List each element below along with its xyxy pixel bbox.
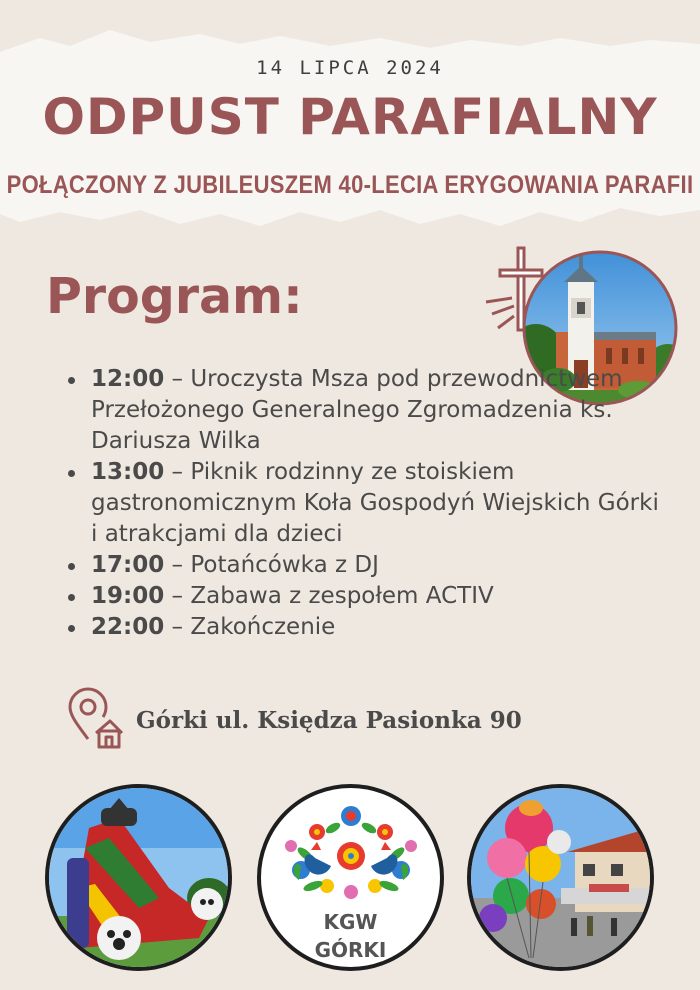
program-list xyxy=(62,364,662,643)
schedule-description: – Zabawa z zespołem ACTIV xyxy=(164,583,494,609)
page-subtitle: POŁĄCZONY Z JUBILEUSZEM 40-LECIA ERYGOWANIA PARAFII xyxy=(6,170,694,199)
location-address: Górki ul. Księdza Pasionka 90 xyxy=(136,706,522,734)
list-item xyxy=(62,581,662,612)
location-home-icon xyxy=(66,687,124,753)
schedule-time: 13:00 xyxy=(91,459,165,485)
list-item xyxy=(62,612,662,643)
list-item xyxy=(62,364,662,457)
schedule-time: 19:00 xyxy=(91,583,165,609)
event-date: 14 LIPCA 2024 xyxy=(256,57,444,79)
schedule-time: 17:00 xyxy=(91,552,165,578)
list-item xyxy=(62,550,662,581)
kgw-label-line1: KGW xyxy=(323,910,378,934)
balloons-photo xyxy=(467,784,654,971)
kgw-label-line2: GÓRKI xyxy=(314,938,387,962)
location-row xyxy=(66,688,522,752)
bouncy-castle-photo xyxy=(45,784,232,971)
list-item xyxy=(62,457,662,550)
program-heading: Program: xyxy=(46,268,303,325)
schedule-description: – Uroczysta Msza pod przewodnictwem Przełożonego Generalnego Zgromadzenia ks. Dariusza Wilka xyxy=(91,366,623,454)
schedule-time: 22:00 xyxy=(91,614,165,640)
kgw-logo xyxy=(257,784,444,971)
page-title: ODPUST PARAFIALNY xyxy=(42,88,658,146)
schedule-time: 12:00 xyxy=(91,366,165,392)
schedule-description: – Potańcówka z DJ xyxy=(164,552,379,578)
schedule-description: – Piknik rodzinny ze stoiskiem gastronomicznym Koła Gospodyń Wiejskich Górki i atrakcjami dla dzieci xyxy=(91,459,659,547)
schedule-description: – Zakończenie xyxy=(164,614,336,640)
